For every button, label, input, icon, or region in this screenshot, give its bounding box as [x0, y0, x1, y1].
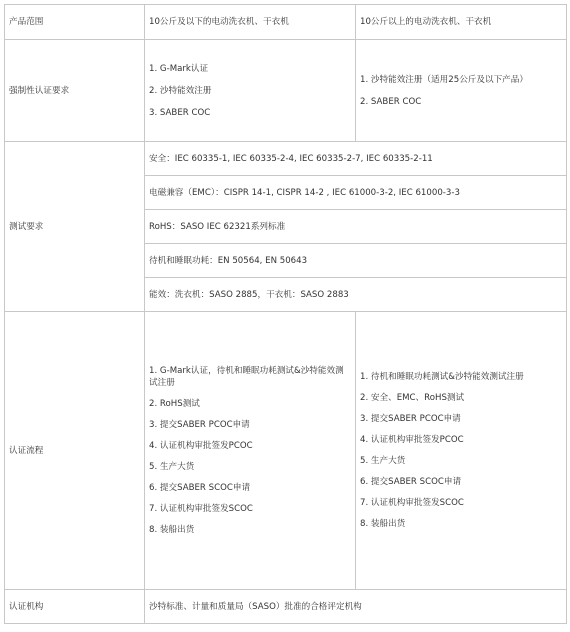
testing-item-energy: 能效：洗衣机：SASO 2885，干衣机：SASO 2883 [145, 278, 567, 312]
list-item: 6. 提交SABER SCOC申请 [360, 477, 462, 487]
testing-label: 测试要求 [5, 142, 145, 312]
list-item: 6. 提交SABER SCOC申请 [149, 483, 251, 493]
mandatory-label: 强制性认证要求 [5, 40, 145, 142]
mandatory-row [5, 40, 567, 142]
authority-label: 认证机构 [5, 590, 145, 624]
process-small-list [145, 312, 356, 590]
testing-item-rohs: RoHS：SASO IEC 62321系列标准 [145, 210, 567, 244]
authority-value: 沙特标准、计量和质量局（SASO）批准的合格评定机构 [145, 590, 567, 624]
header-scope: 产品范围 [5, 5, 145, 40]
list-item: 8. 装船出货 [149, 525, 195, 535]
testing-item-standby: 待机和睡眠功耗：EN 50564, EN 50643 [145, 244, 567, 278]
list-item: 2. 安全、EMC、RoHS测试 [360, 393, 465, 403]
list-item: 2. 沙特能效注册 [149, 85, 212, 96]
certification-table [4, 4, 567, 624]
list-item: 4. 认证机构审批签发PCOC [149, 441, 253, 451]
testing-item-safety: 安全：IEC 60335-1, IEC 60335-2-4, IEC 60335-2-7, IEC 60335-2-11 [145, 142, 567, 176]
list-item: 3. 提交SABER PCOC申请 [360, 414, 461, 424]
list-item: 7. 认证机构审批签发SCOC [149, 504, 253, 514]
list-item: 5. 生产大货 [149, 462, 195, 472]
authority-row [5, 590, 567, 624]
header-small-capacity: 10公斤及以下的电动洗衣机、干衣机 [145, 5, 356, 40]
process-label: 认证流程 [5, 312, 145, 590]
mandatory-large-list [356, 40, 567, 142]
list-item: 1. 沙特能效注册（适用25公斤及以下产品） [360, 74, 528, 85]
list-item: 8. 装船出货 [360, 519, 406, 529]
process-large-list [356, 312, 567, 590]
list-item: 1. 待机和睡眠功耗测试&沙特能效测试注册 [360, 372, 524, 382]
list-item: 1. G-Mark认证，待机和睡眠功耗测试&沙特能效测试注册 [149, 366, 344, 388]
list-item: 5. 生产大货 [360, 456, 406, 466]
list-item: 3. 提交SABER PCOC申请 [149, 420, 250, 430]
testing-row [5, 142, 567, 176]
list-item: 4. 认证机构审批签发PCOC [360, 435, 464, 445]
header-row [5, 5, 567, 40]
list-item: 1. G-Mark认证 [149, 63, 209, 74]
list-item: 2. RoHS测试 [149, 399, 200, 409]
list-item: 3. SABER COC [149, 107, 211, 118]
list-item: 2. SABER COC [360, 96, 422, 107]
process-row [5, 312, 567, 590]
list-item: 7. 认证机构审批签发SCOC [360, 498, 464, 508]
mandatory-small-list [145, 40, 356, 142]
testing-item-emc: 电磁兼容（EMC）：CISPR 14-1, CISPR 14-2 , IEC 61000-3-2, IEC 61000-3-3 [145, 176, 567, 210]
header-large-capacity: 10公斤以上的电动洗衣机、干衣机 [356, 5, 567, 40]
